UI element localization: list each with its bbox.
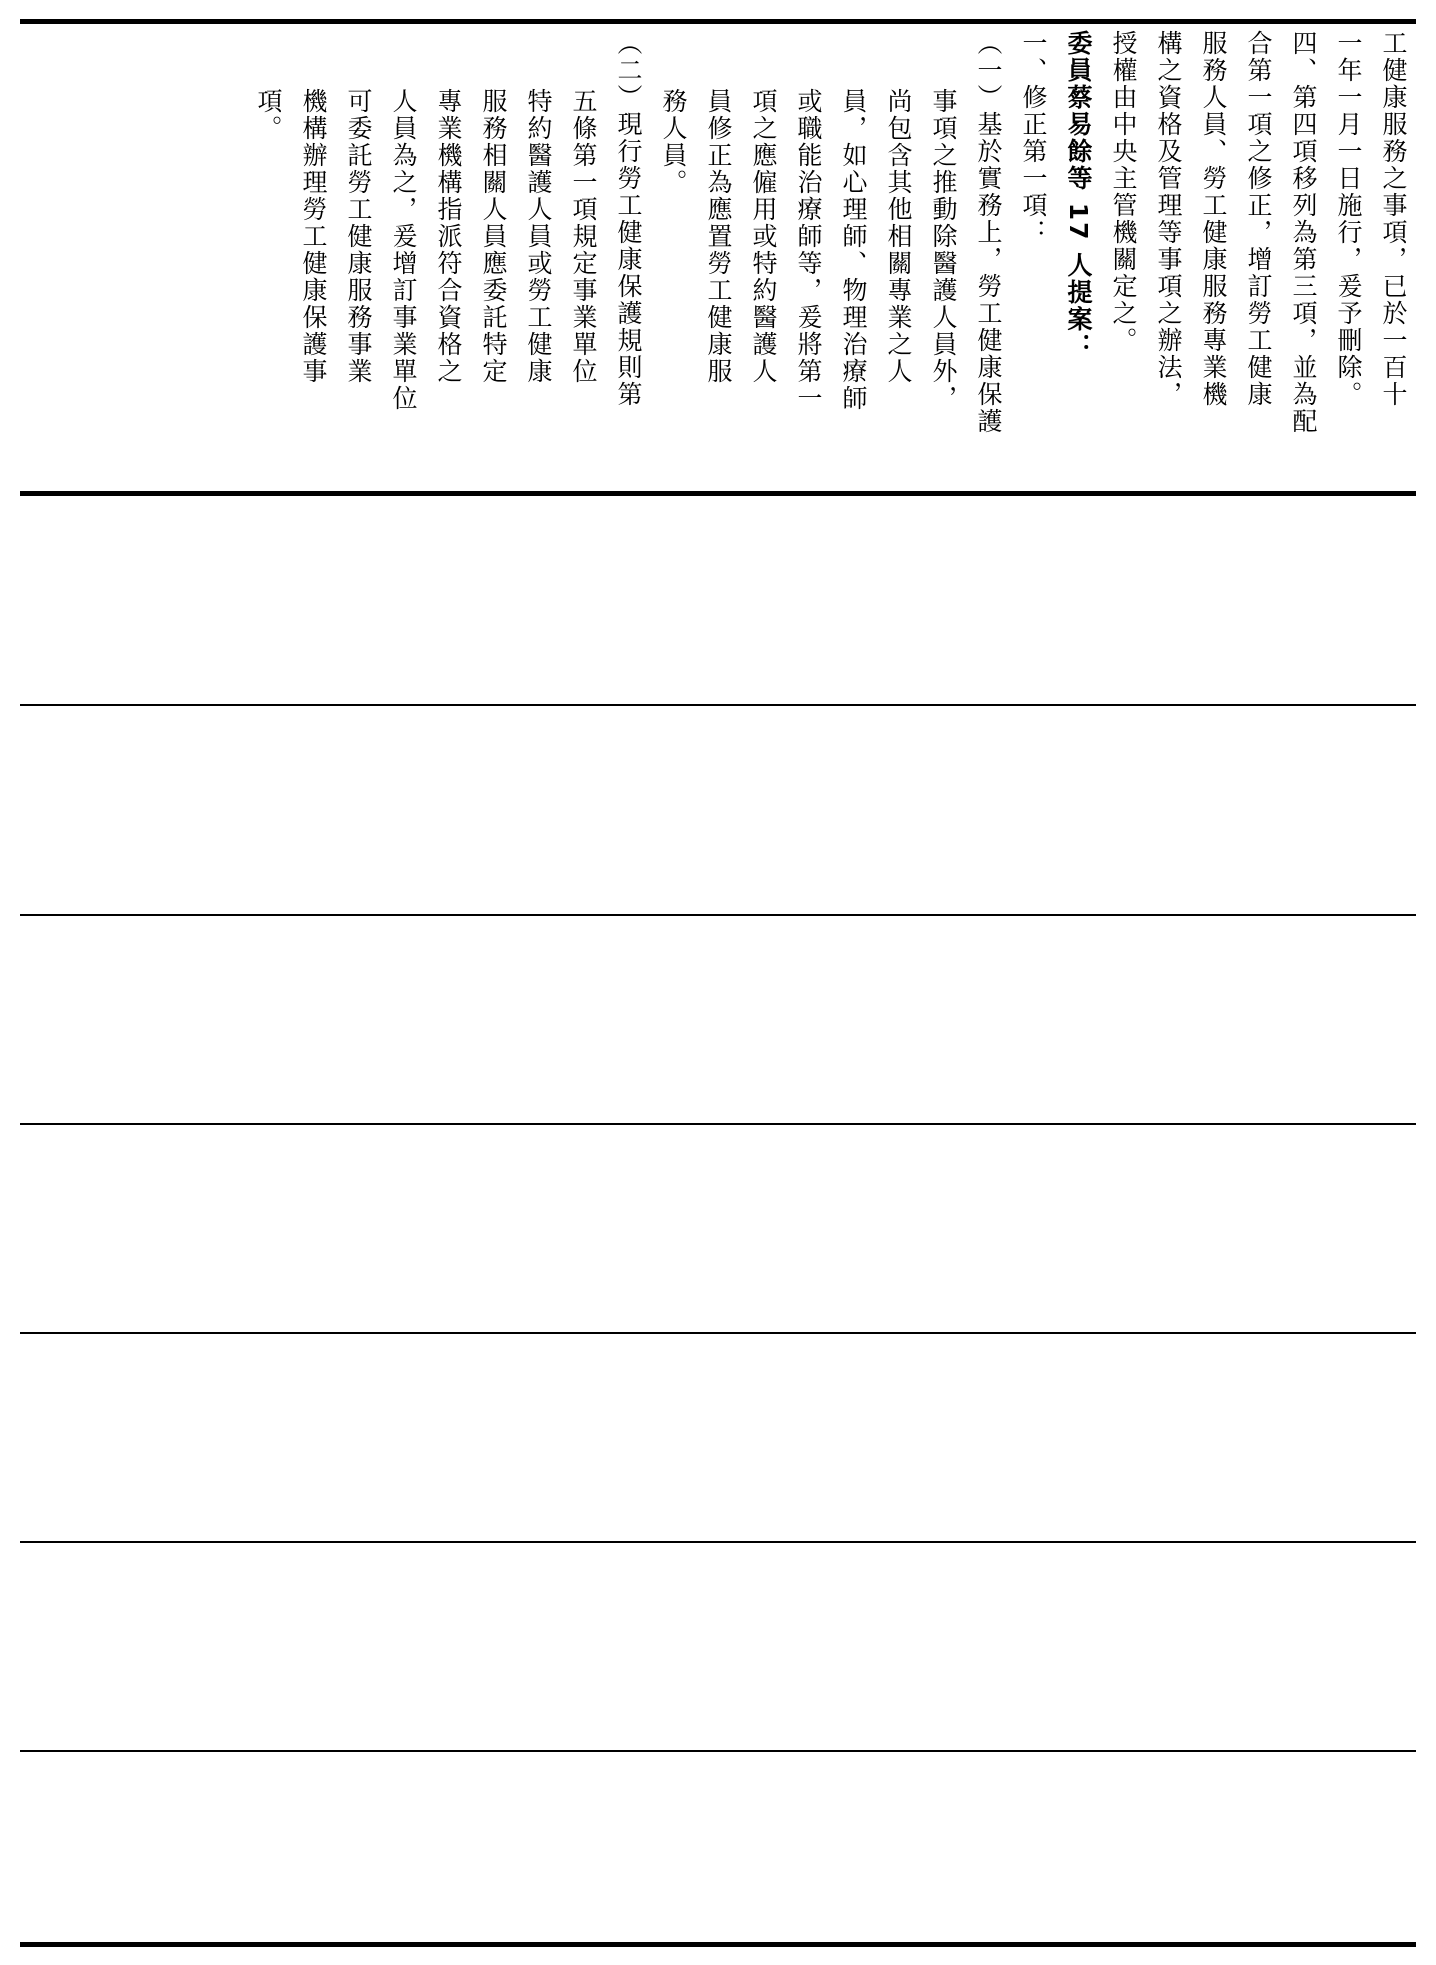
text-column: 工健康服務之事項，已於一百十 <box>1379 30 1408 408</box>
empty-row <box>20 706 1416 914</box>
text-column: 項之應僱用或特約醫護人 <box>749 88 778 385</box>
text-column: 人員為之，爰增訂事業單位 <box>389 88 418 412</box>
bottom-rule <box>20 1942 1416 1947</box>
top-rule <box>20 19 1416 24</box>
empty-row <box>20 1543 1416 1749</box>
text-column: 授權由中央主管機關定之。 <box>1109 30 1138 354</box>
text-column: 或職能治療師等，爰將第一 <box>794 88 823 412</box>
text-column: 員，如心理師、物理治療師 <box>839 88 868 412</box>
text-column: 特約醫護人員或勞工健康 <box>524 88 553 385</box>
text-column: 可委託勞工健康服務事業 <box>344 88 373 385</box>
text-column: 專業機構指派符合資格之 <box>434 88 463 385</box>
text-column: 一、修正第一項： <box>1019 30 1048 246</box>
text-column: 尚包含其他相關專業之人 <box>884 88 913 385</box>
text-column: 合第一項之修正，增訂勞工健康 <box>1244 30 1273 408</box>
empty-row <box>20 1125 1416 1331</box>
text-column: 機構辦理勞工健康保護事 <box>299 88 328 385</box>
empty-row <box>20 1752 1416 1942</box>
text-column: 項。 <box>254 88 283 142</box>
text-column: 務人員。 <box>659 88 688 196</box>
vertical-text-block <box>20 30 1416 470</box>
text-column: 員修正為應置勞工健康服 <box>704 88 733 385</box>
text-column: （二）現行勞工健康保護規則第 <box>614 30 643 408</box>
empty-row <box>20 1334 1416 1540</box>
text-column: 四、第四項移列為第三項，並為配 <box>1289 30 1318 435</box>
text-column: 事項之推動除醫護人員外， <box>929 88 958 412</box>
empty-row <box>20 916 1416 1122</box>
section-heading: 委員蔡易餘等 17 人提案： <box>1064 30 1093 361</box>
text-column: （一）基於實務上，勞工健康保護 <box>974 30 1003 435</box>
text-column: 服務相關人員應委託特定 <box>479 88 508 385</box>
empty-row <box>20 496 1416 706</box>
text-column: 五條第一項規定事業單位 <box>569 88 598 385</box>
text-column: 一年一月一日施行，爰予刪除。 <box>1334 30 1363 408</box>
text-column: 構之資格及管理等事項之辦法， <box>1154 30 1183 408</box>
text-column: 服務人員、勞工健康服務專業機 <box>1199 30 1228 408</box>
